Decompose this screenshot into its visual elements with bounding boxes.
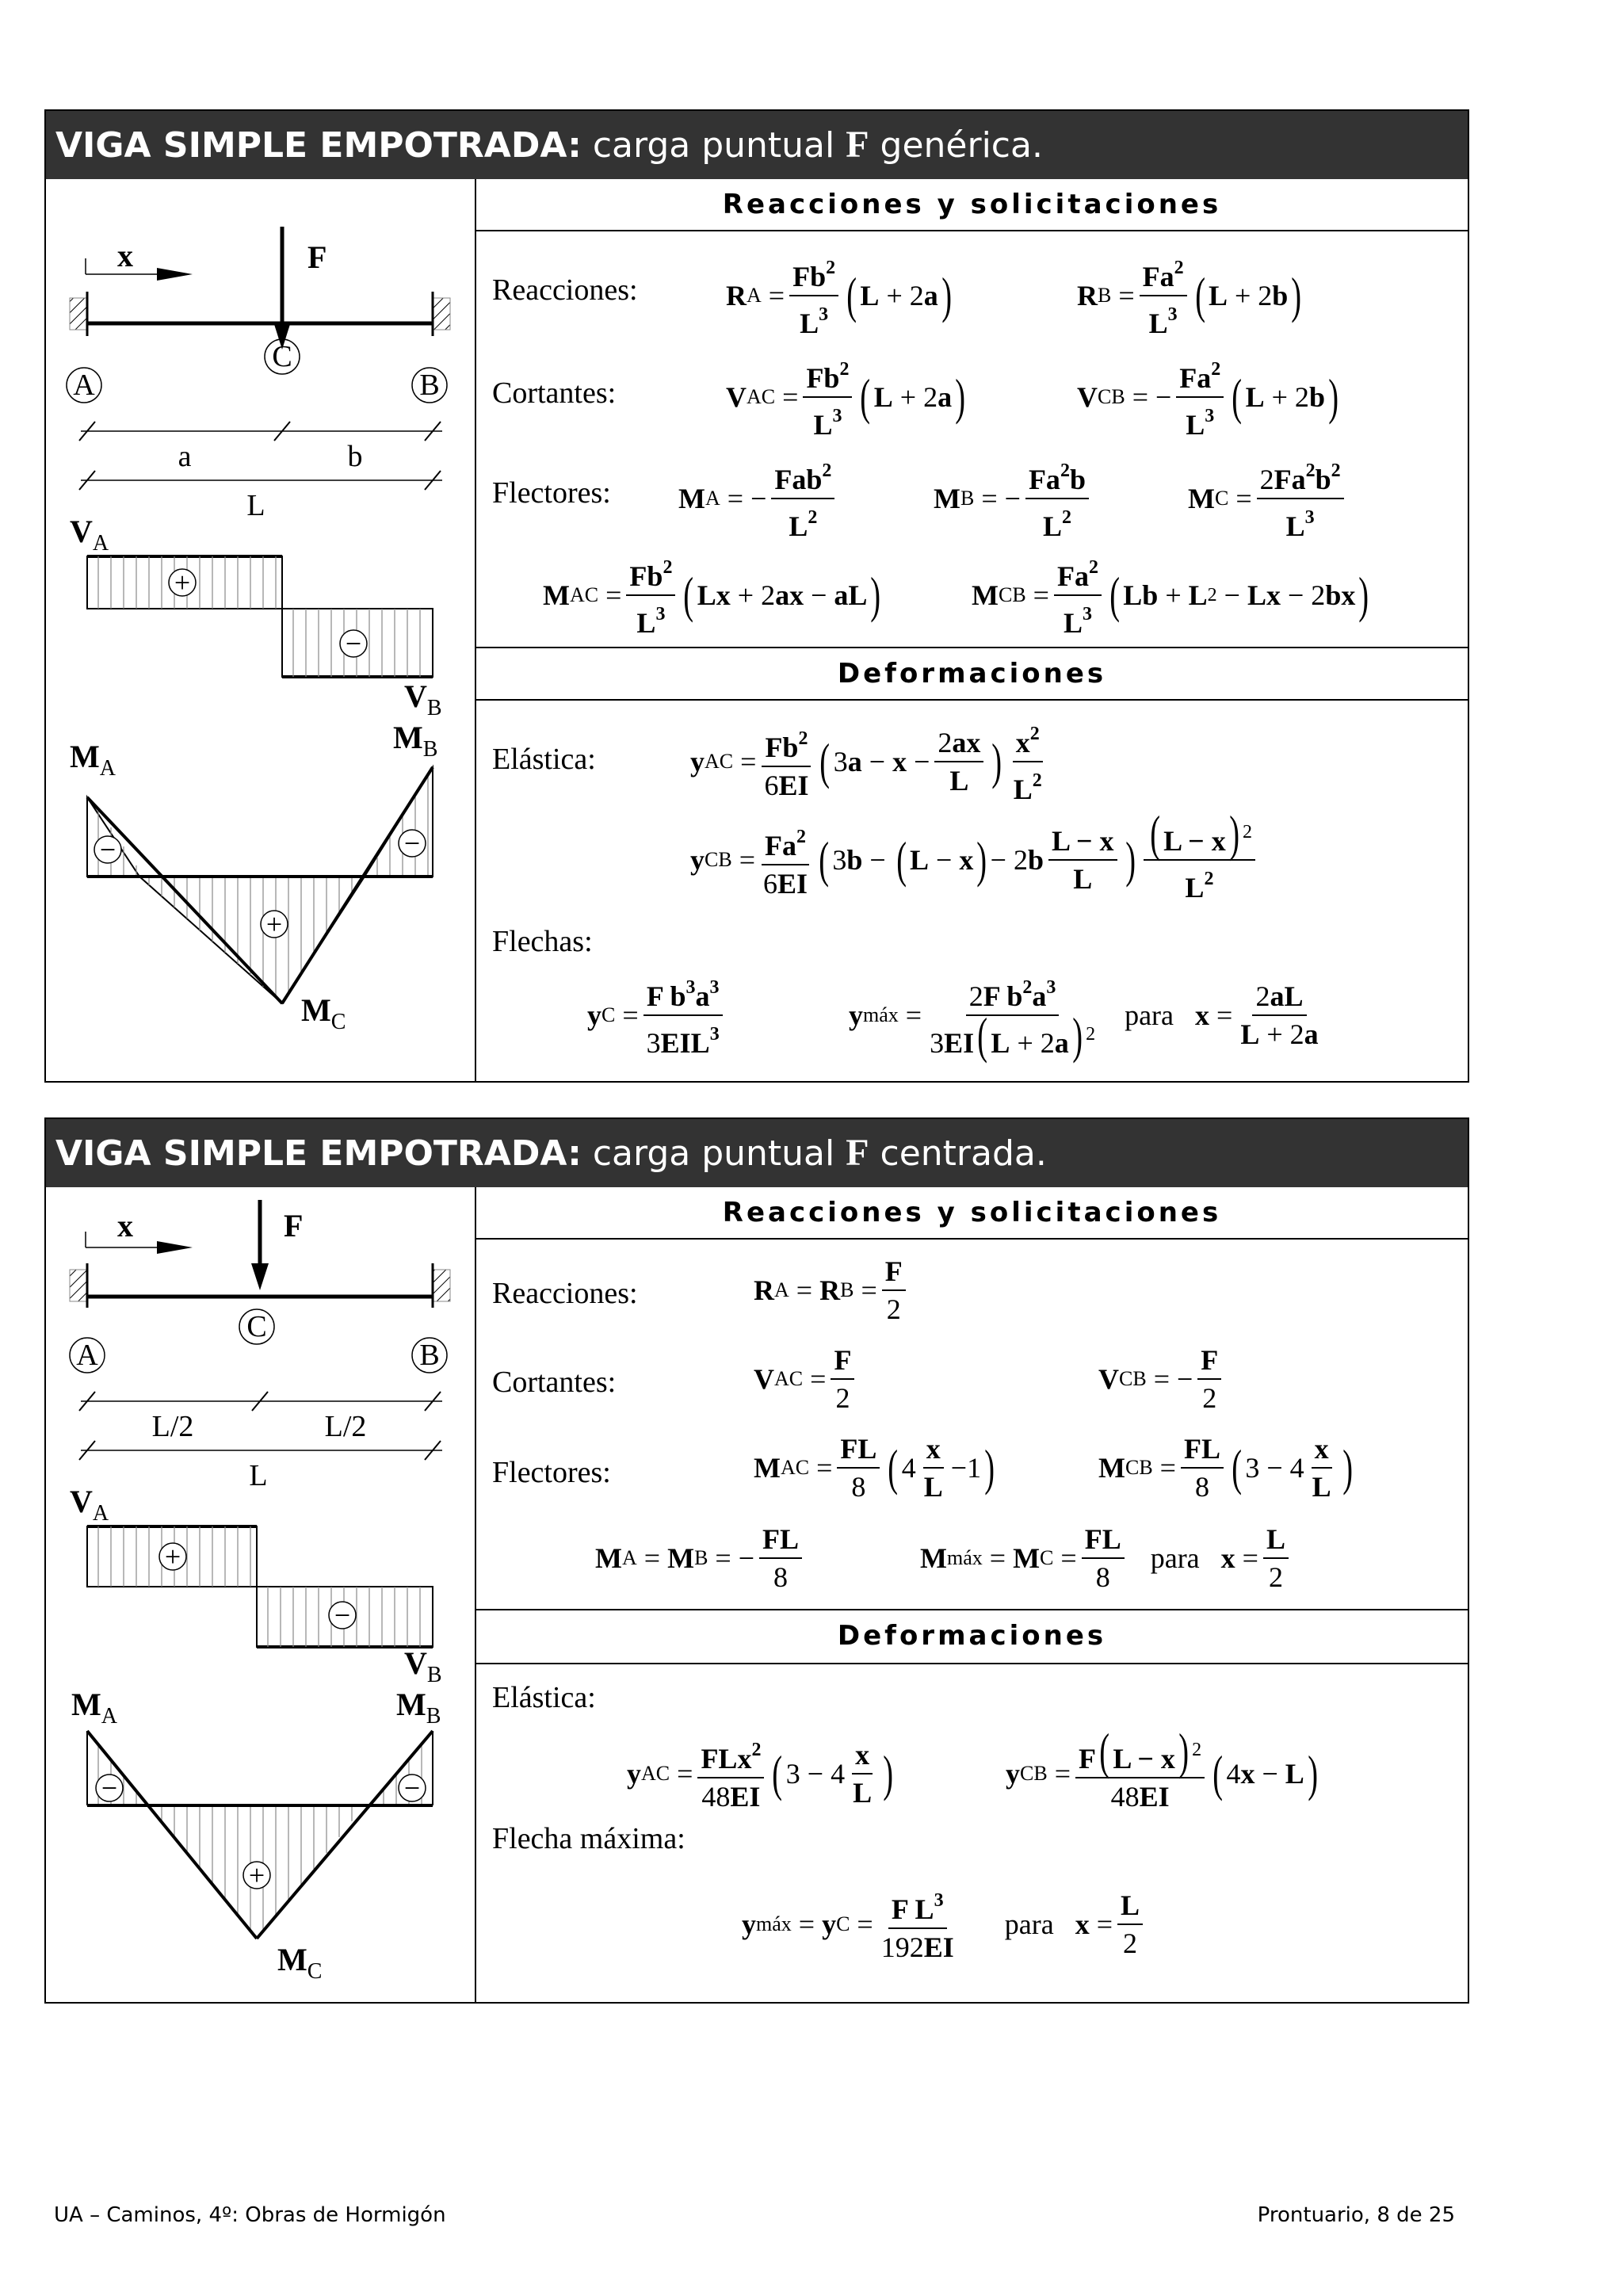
mb-label: $M_B$ [396,1687,441,1729]
minus-sign: − [334,1599,351,1631]
section-deformaciones: Deformaciones [476,1609,1468,1664]
mc-label: $M_C$ [301,992,346,1034]
eq-vac: V AC = F 2 [754,1344,859,1414]
va-label: $V_A$ [70,1484,109,1526]
label-flectores: Flectores: [492,1456,611,1489]
eq-ra-rb: R A = R B = F 2 [754,1255,911,1325]
label-cortantes: Cortantes: [492,376,617,410]
node-c: C [246,1310,267,1343]
f-label: F [284,1208,304,1244]
panel-title: VIGA SIMPLE EMPOTRADA: carga puntual F genérica. [46,111,1468,179]
eq-ymax: y máx = 2F $b^2a^3$ 3EI( L + 2a) $^2$ para x = 2aL L + 2a [849,972,1327,1059]
formulas [476,1187,1468,2002]
beam-diagram-svg [46,1187,473,2004]
para-text: para [1150,1542,1200,1574]
eq-ymax: y máx = y C = F $L^3$ 192EI para x = L 2 [742,1885,1148,1963]
beam-diagram-svg [46,179,473,1083]
label-reacciones: Reacciones: [492,1277,638,1310]
plus-sign: + [265,908,283,940]
eq-ma-mb: M A = M B = − FL 8 [595,1523,807,1593]
plus-sign: + [164,1541,181,1572]
label-elastica: Elástica: [492,743,596,776]
dim-b: b [347,440,363,473]
eq-mac: M AC = $Fb^2$ $L^3$ ( Lx + 2 ax − aL ) [543,552,884,639]
node-b: B [419,1339,440,1372]
left-wall-icon [70,1270,87,1301]
panel-generic-load [44,109,1469,1083]
eq-vac: V AC = $Fb^2$ $L^3$ ( L + 2 a ) [726,353,968,441]
section-reacciones: Reacciones y solicitaciones [476,1187,1468,1240]
eq-mb: M B = − $Fa^2b$ $L^2$ [934,455,1094,542]
va-label: $V_A$ [70,514,109,556]
eq-mc: M C = $2Fa^2b^2$ $L^3$ [1188,455,1349,542]
node-a: A [76,1339,98,1372]
para-text: para [1125,999,1174,1031]
eq-ma: M A = − Fab$^2$ $L^2$ [678,455,839,542]
eq-ycb: y CB = F( L − x) $^2$ 48EI ( 4 x − L ) [1006,1723,1318,1813]
panel-title: VIGA SIMPLE EMPOTRADA: carga puntual F centrada. [46,1119,1468,1187]
x-arrow-icon [157,1241,193,1254]
dim-half-right: L/2 [324,1410,367,1443]
eq-vcb: V CB = − F 2 [1098,1344,1226,1414]
ma-label: $M_A$ [70,739,116,781]
eq-mmax: M máx = M C = FL 8 para x = L 2 [920,1523,1293,1593]
f-label: F [307,239,327,275]
label-elastica: Elástica: [492,1681,596,1714]
right-wall-icon [433,1270,450,1301]
eq-yc: y C = F $b^3a^3$ 3EIL$^3$ [587,972,727,1059]
dim-l: L [246,489,265,522]
beam-diagram [46,1187,476,2002]
minus-sign: − [99,834,116,865]
dim-a: a [178,440,192,473]
x-label: x [117,1208,133,1244]
footer-page: Prontuario, 8 de 25 [1257,2203,1455,2227]
minus-sign: − [345,628,362,659]
panel-centered-load [44,1117,1469,2004]
para-text: para [1004,1908,1054,1940]
eq-mac: M AC = FL 8 ( 4 x L −1 ) [754,1433,995,1503]
minus-sign: − [403,827,421,859]
vb-label: $V_B$ [404,678,442,720]
minus-sign: − [101,1772,118,1804]
eq-vcb: V CB = − $Fa^2$ $L^3$ ( L + 2 b ) [1077,353,1342,441]
label-cortantes: Cortantes: [492,1366,617,1399]
dim-half-left: L/2 [151,1410,194,1443]
x-arrow-icon [157,268,193,281]
section-deformaciones: Deformaciones [476,647,1468,701]
eq-yac: y AC = Fb$^2$ 6EI ( 3 a − x − 2ax L ) $x^2$ $L^2$ [690,718,1050,805]
eq-ra: R A = $Fb^2$ $L^3$ ( L + 2 a ) [726,252,955,339]
right-wall-icon [433,298,450,330]
section-reacciones: Reacciones y solicitaciones [476,179,1468,231]
label-flectores: Flectores: [492,476,611,510]
node-b: B [419,369,440,402]
plus-sign: + [174,567,191,598]
left-wall-icon [70,298,87,330]
label-flecha-maxima: Flecha máxima: [492,1822,685,1855]
x-label: x [117,238,133,273]
mc-label: $M_C$ [277,1942,323,1984]
eq-mcb: M CB = FL 8 ( 3 − 4 x L ) [1098,1433,1353,1503]
label-flechas: Flechas: [492,925,593,958]
eq-ycb: y CB = Fa$^2$ 6EI ( 3 b − ( L − x ) − 2 b L − x L ) ( L − x) $^2$ $L^2$ [690,816,1260,904]
dim-l: L [249,1459,268,1492]
vb-label: $V_B$ [404,1645,442,1687]
label-reacciones: Reacciones: [492,273,638,307]
formulas [476,179,1468,1081]
mb-label: $M_B$ [393,720,438,762]
eq-yac: y AC = FLx$^2$ 48EI ( 3 − 4 x L ) [627,1734,896,1813]
eq-rb: R B = $Fa^2$ $L^3$ ( L + 2 b ) [1077,252,1305,339]
footer-left: UA – Caminos, 4º: Obras de Hormigón [54,2203,446,2227]
beam-diagram [46,179,476,1081]
plus-sign: + [248,1859,265,1891]
node-c: C [272,340,292,373]
eq-mcb: M CB = $Fa^2$ $L^3$ ( Lb + L 2 − Lx − 2 bx ) [972,552,1373,639]
node-a: A [73,369,95,402]
ma-label: $M_A$ [71,1687,117,1729]
minus-sign: − [403,1772,421,1804]
